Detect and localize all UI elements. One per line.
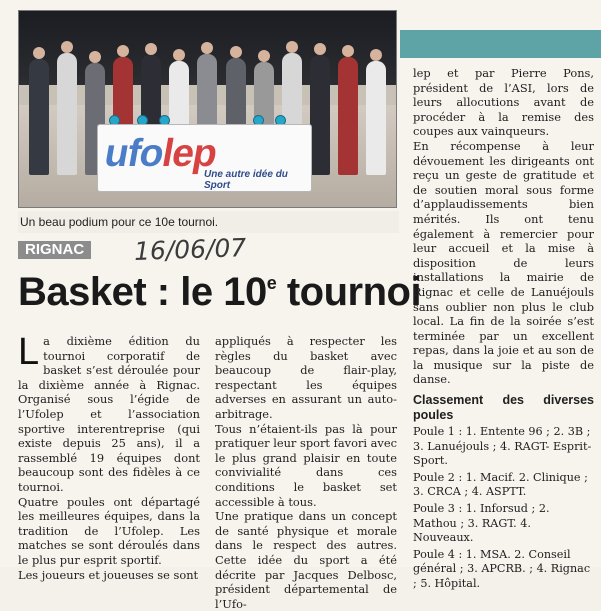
headline-superscript: e [266,273,277,293]
headline-text-post: tournoi [276,270,422,314]
photo-caption: Un beau podium pour ce 10e tournoi. [18,211,399,233]
paragraph: Les joueurs et joueuses se sont [18,567,199,582]
person [366,61,386,175]
person [29,59,49,175]
section-tag: RIGNAC [18,241,91,259]
paragraph: Une pratique dans un concept de santé physique et morale dans le respect des autres. Cette idée du sport a été décrite par Jacques Delbosc, président départemental de l’Ufo- [215,509,397,611]
headline-text-pre: Basket : le 10 [18,270,267,314]
paragraph: lep et par Pierre Pons, président de l’ASI, lors de leurs allocutions avant de procéder à la remise des coupes aux vainqueurs. [413,66,594,139]
ufolep-banner [97,124,312,192]
ufolep-logo-part1: ufo [101,132,167,175]
poule-2: Poule 2 : 1. Macif. 2. Clinique ; 3. CRCA ; 4. ASPTT. [413,470,588,499]
drop-cap: L [18,331,40,373]
article-column-1 [18,331,200,582]
paragraph: appliqués à respecter les règles du basket avec beaucoup de flair-play, respectant les équipes adverses en assurant un auto-arbitrage. [215,334,397,421]
banner-tagline: Une autre idée du Sport [204,169,288,191]
person [57,53,77,175]
ufolep-logo-part2: lep [158,132,220,175]
poule-1: Poule 1 : 1. Entente 96 ; 2. 3B ; 3. Lanuéjouls ; 4. RAGT- Esprit-Sport. [413,425,592,468]
paragraph: a dixième édition du tournoi corporatif de basket s’est déroulée pour la dixième année à Rignac. Organisé sous l’égide de l’Ufolep et l’association sportive interentreprise (qui existe depuis 25 ans), il a rassemblé 19 équipes dont beaucoup sont des fidèles à ce tournoi. [18,334,200,494]
article-headline [18,270,421,315]
classement-heading: Classement des diverses poules [413,393,594,423]
team-photo [18,10,397,208]
handwritten-date: 16/06/07 [133,233,247,266]
poule-3: Poule 3 : 1. Inforsud ; 2. Mathou ; 3. RAGT. 4. Nouveaux. [413,502,550,545]
article-column-2 [215,334,397,611]
article-column-3 [413,66,594,592]
top-color-band [400,30,601,58]
person [338,57,358,175]
poule-4: Poule 4 : 1. MSA. 2. Conseil général ; 3. APCRB. ; 4. Rignac ; 5. Hôpital. [413,547,591,590]
ufolep-logo [101,132,220,176]
paragraph: En récompense à leur dévouement les dirigeants ont reçu un geste de gratitude et de soutien moral sous forme d’applaudissements bien mérités. Ils ont tenu également à remercier pour leur accueil et la mise à disposition de leurs installations la mairie de Rignac et celle de Lanuéjouls sans oublier non plus le club local. La fin de la soirée s’est terminée par un excellent repas, dans la joie et au son de la musique sur la piste de danse. [413,138,594,387]
paragraph: Tous n’étaient-ils pas là pour pratiquer leur sport favori avec le plus grand plaisir en toute convivialité dans ces conditions le basket set accessible à tous. [215,421,397,509]
paragraph: Quatre poules ont départagé les meilleures équipes, dans la tradition de l’Ufolep. Les matches se sont déroulés dans le plus pur esprit sportif. [18,494,200,567]
person [310,55,330,175]
